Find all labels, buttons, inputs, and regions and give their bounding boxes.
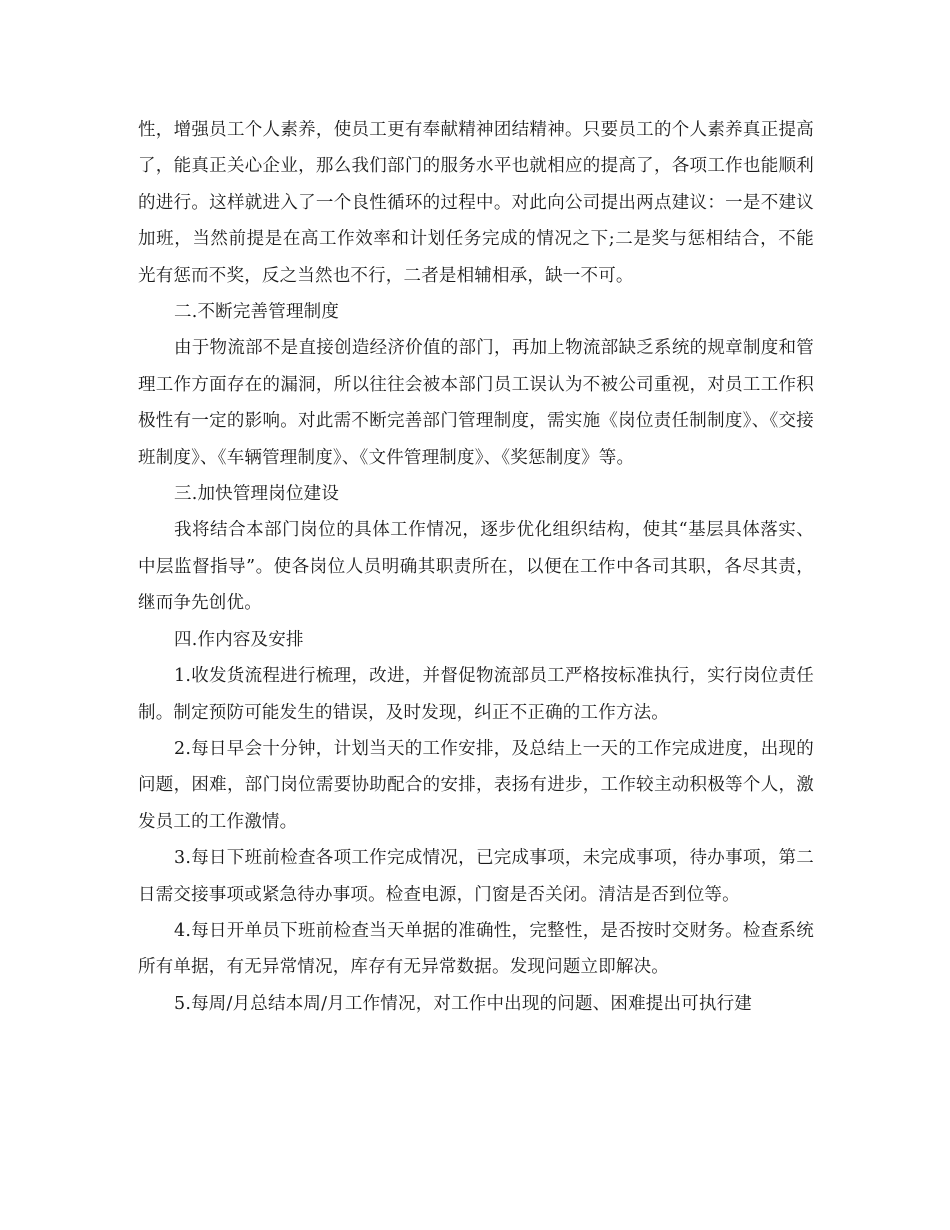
list-item-1: 1.收发货流程进行梳理，改进，并督促物流部员工严格按标准执行，实行岗位责任制。制定预防可能发生的错误，及时发现，纠正不正确的工作方法。 [138, 666, 814, 723]
section-heading-work-arrangement: 四.作内容及安排 [174, 629, 304, 650]
list-item-2: 2.每日早会十分钟，计划当天的工作安排，及总结上一天的工作完成进度，出现的问题，困难，部门岗位需要协助配合的安排，表扬有进步，工作较主动积极等个人，激发员工的工作激情。 [138, 738, 814, 832]
list-item-4: 4.每日开单员下班前检查当天单据的准确性，完整性，是否按时交财务。检查系统所有单据，有无异常情况，库存有无异常数据。发现问题立即解决。 [138, 920, 814, 978]
paragraph-position-building: 我将结合本部门岗位的具体工作情况，逐步优化组织结构，使其“基层具体落实、中层监督指导”。使各岗位人员明确其职责所在，以便在工作中各司其职，各尽其责，继而争先创优。 [138, 520, 814, 614]
list-item-3: 3.每日下班前检查各项工作完成情况，已完成事项，未完成事项，待办事项，第二日需交接事项或紧急待办事项。检查电源，门窗是否关闭。清洁是否到位等。 [138, 848, 814, 905]
paragraph-intro-continuation: 性，增强员工个人素养，使员工更有奉献精神团结精神。只要员工的个人素养真正提高了，能真正关心企业，那么我们部门的服务水平也就相应的提高了，各项工作也能顺利的进行。这样就进入了一个良性循环的过程中。对此向公司提出两点建议：一是不建议加班，当然前提是在高工作效率和计划任务完成的情况之下;二是奖与惩相结合，不能光有惩而不奖，反之当然也不行，二者是相辅相承，缺一不可。 [138, 120, 814, 286]
section-heading-management-system: 二.不断完善管理制度 [174, 302, 340, 323]
document-page [138, 112, 814, 1022]
section-heading-position-building: 三.加快管理岗位建设 [174, 484, 340, 505]
paragraph-management-system: 由于物流部不是直接创造经济价值的部门，再加上物流部缺乏系统的规章制度和管理工作方面存在的漏洞，所以往往会被本部门员工误认为不被公司重视，对员工工作积极性有一定的影响。对此需不断完善部门管理制度，需实施《岗位责任制制度》、《交接班制度》、《车辆管理制度》、《文件管理制度》、《奖惩制度》等。 [138, 338, 814, 468]
list-item-5: 5.每周/月总结本周/月工作情况，对工作中出现的问题、困难提出可执行建 [174, 993, 752, 1014]
